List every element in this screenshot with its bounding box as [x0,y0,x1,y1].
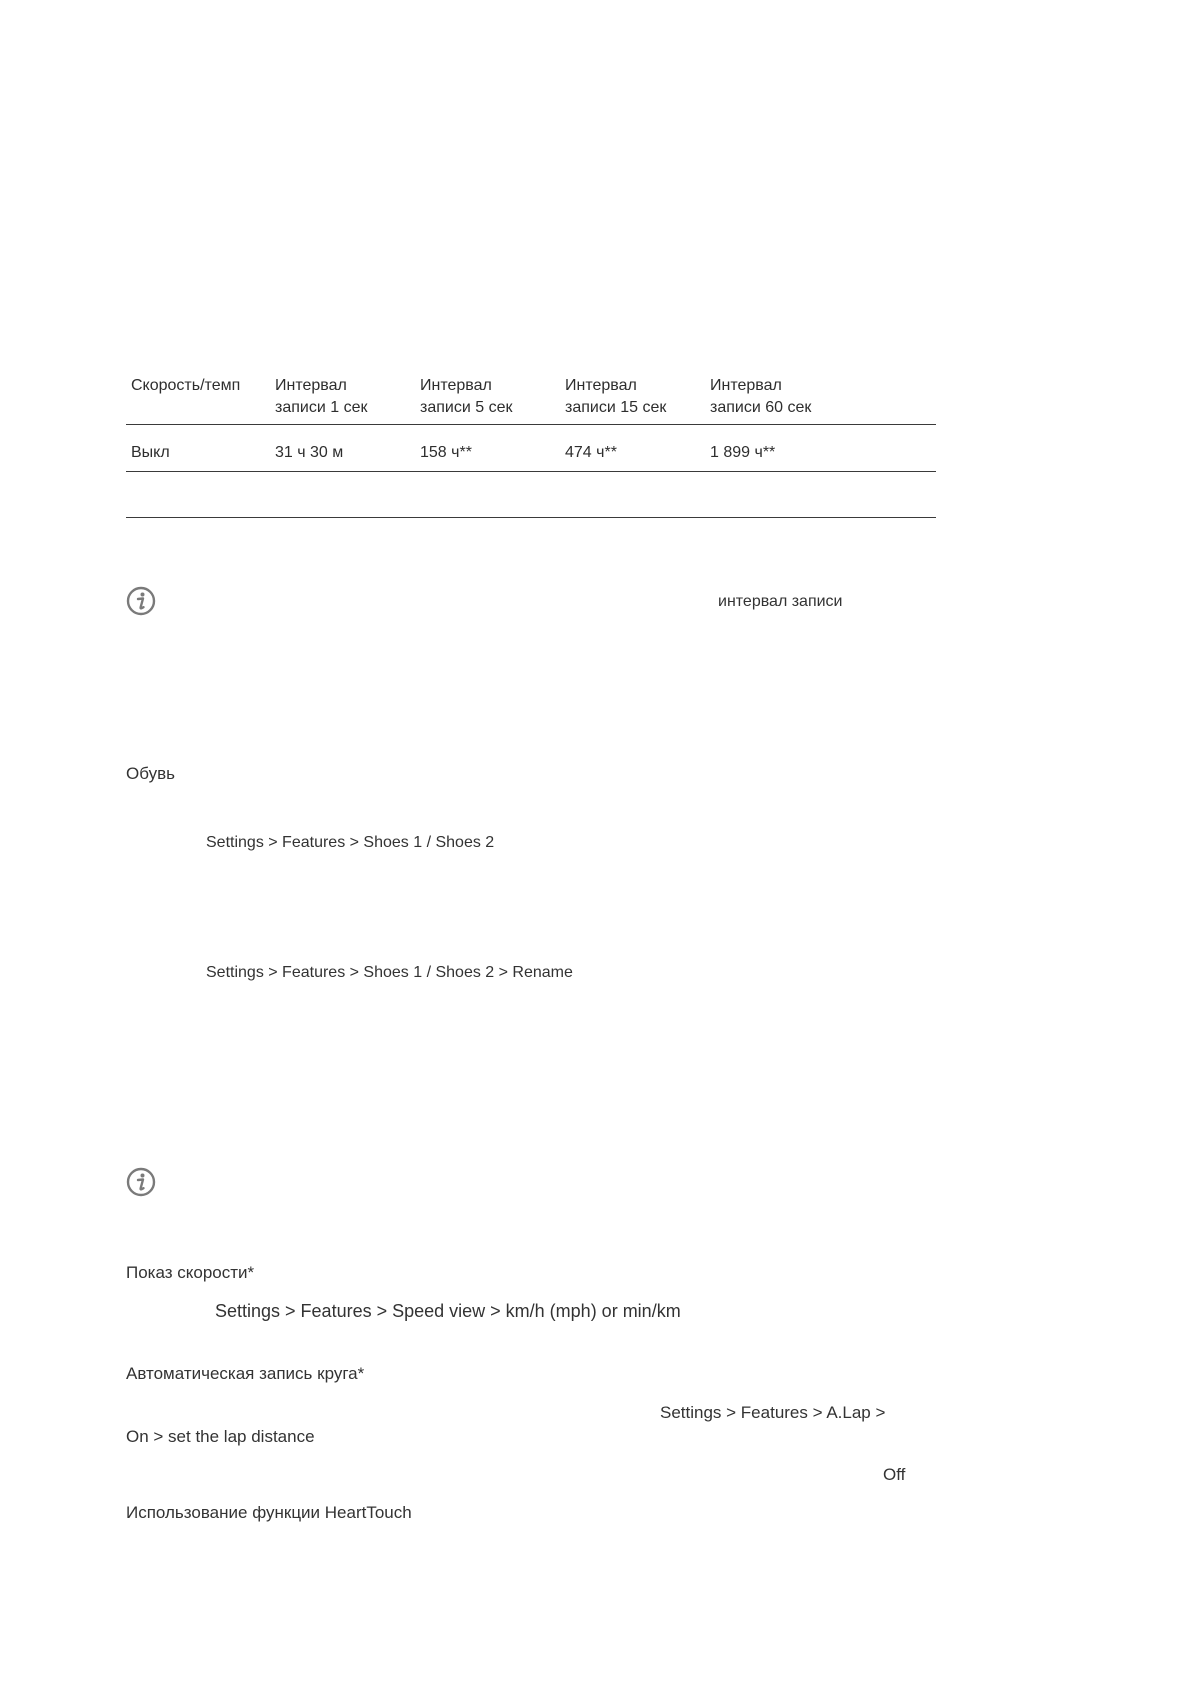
table-cell: 1 899 ч** [710,444,776,461]
table-divider [126,517,936,518]
section-heading-autolap: Автоматическая запись круга* [126,1364,365,1383]
table-cell: 31 ч 30 м [275,444,344,461]
table-header-interval-60s: Интервал записи 60 сек [710,377,812,416]
table-cell: 158 ч** [420,444,472,461]
section-heading-speed-view: Показ скорости* [126,1263,255,1282]
info-icon [126,1167,156,1197]
menu-path-shoes-rename: Settings > Features > Shoes 1 / Shoes 2 > Rename [206,964,573,981]
note-text: интервал записи [718,593,843,610]
autolap-off-value: Off [883,1465,906,1484]
menu-path-autolap-continued: On > set the lap distance [126,1427,315,1446]
table-cell: 474 ч** [565,444,617,461]
info-icon [126,586,156,616]
menu-path-autolap: Settings > Features > A.Lap > [660,1403,886,1422]
section-heading-shoes: Обувь [126,764,175,783]
table-header-interval-1s: Интервал записи 1 сек [275,377,368,416]
menu-path-speed-view: Settings > Features > Speed view > km/h (mph) or min/km [215,1301,681,1321]
table-header-speed: Скорость/темп [131,377,241,394]
table-cell: Выкл [131,444,170,461]
table-header-interval-5s: Интервал записи 5 сек [420,377,513,416]
table-divider [126,424,936,425]
table-header-interval-15s: Интервал записи 15 сек [565,377,667,416]
table-divider [126,471,936,472]
menu-path-shoes: Settings > Features > Shoes 1 / Shoes 2 [206,834,495,851]
section-heading-hearttouch: Использование функции HeartTouch [126,1503,412,1522]
